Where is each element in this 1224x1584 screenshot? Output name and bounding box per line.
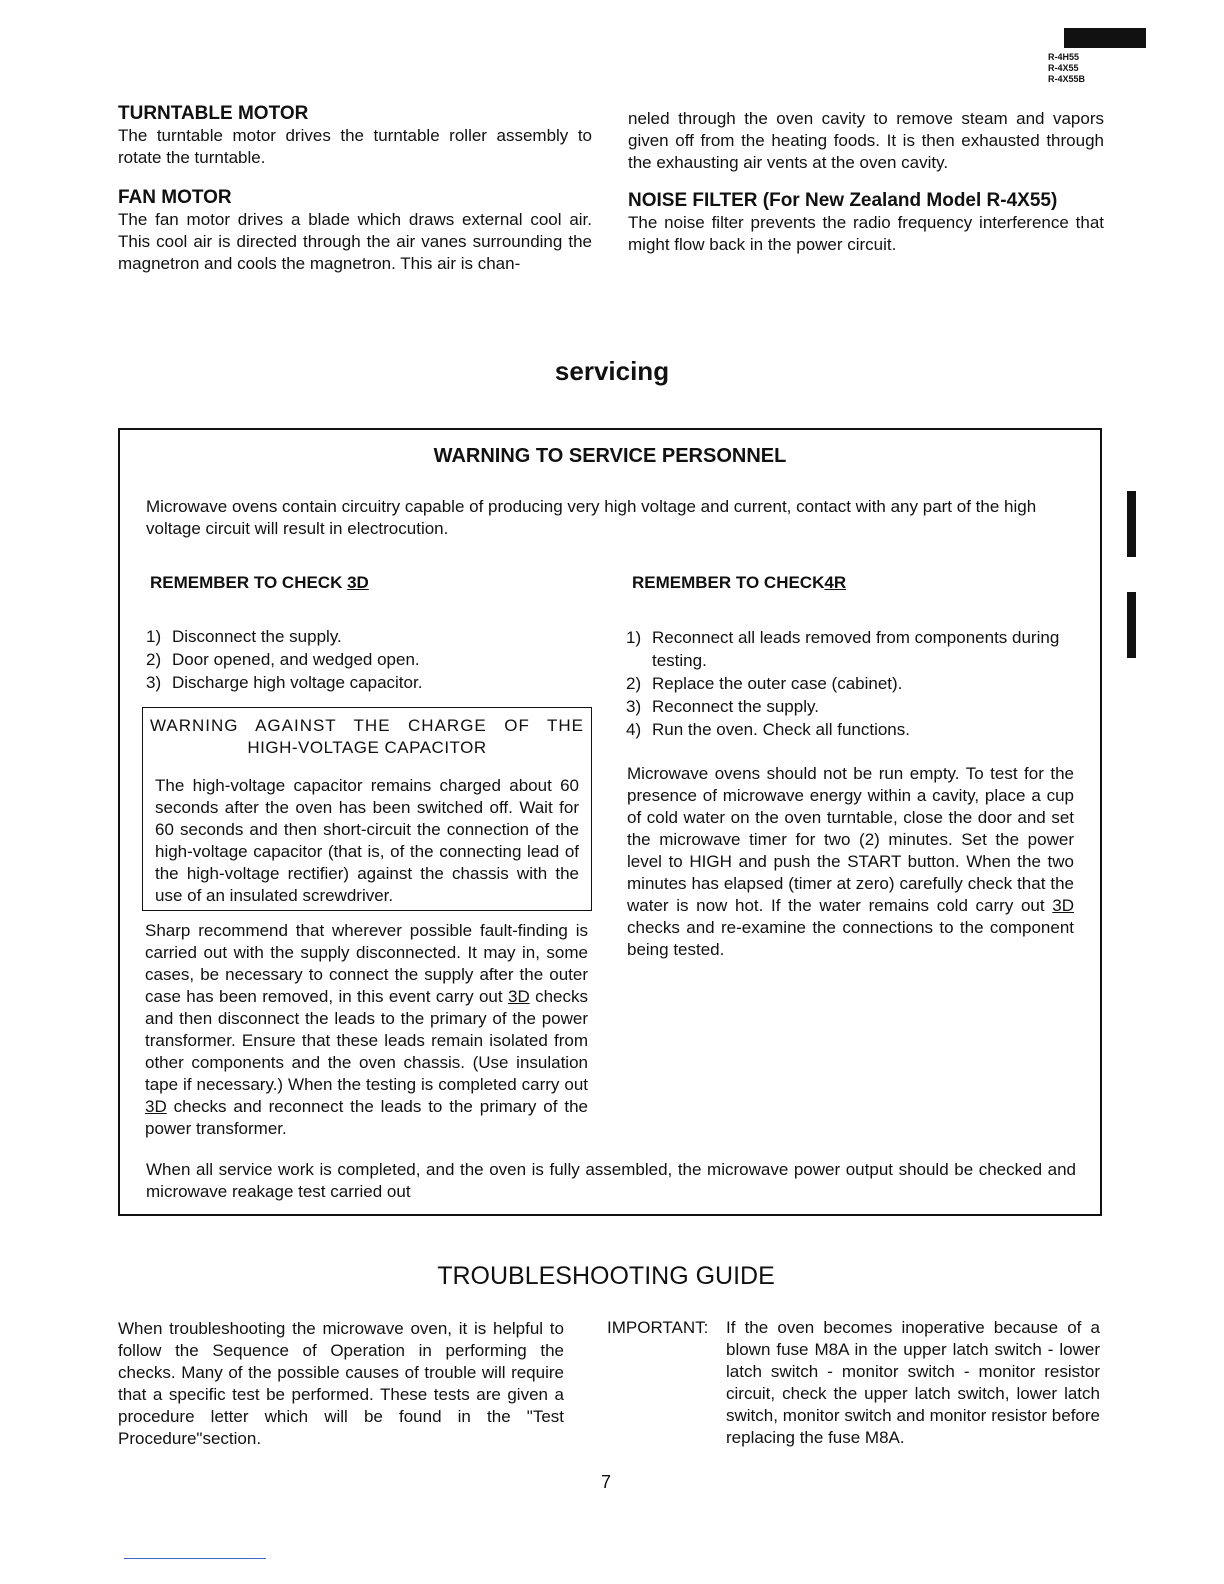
code-3d: 3D [145,1097,167,1116]
important-label: IMPORTANT: [607,1318,709,1337]
turntable-motor-text: The turntable motor drives the turntable roller assembly to rotate the turntable. [118,126,592,167]
capacitor-warning-text: The high-voltage capacitor remains charged about 60 seconds after the oven has been switched off. Wait for 60 seconds and then short-circuit the connection of the high-voltage capacitor (that is, of the connecting lead of the high-voltage rectifier) against the chassis with the use of an insulated screwdriver. [155,776,579,905]
remember-3d-heading [150,573,369,593]
fan-motor-section [118,187,592,275]
list-item: 1) Reconnect all leads removed from components during testing. [626,628,1060,670]
page-number: 7 [600,1472,611,1492]
list-item: 2) Door opened, and wedged open. [146,650,420,669]
model-code: R-4H55 [1048,52,1080,62]
list-item: 1) Disconnect the supply. [146,627,342,646]
sharp-recommend-paragraph: Sharp recommend that wherever possible fault-finding is carried out with the supply disconnected. It may in, some cases, be necessary to connect the supply after the outer case has been removed, in this event carry out 3D checks and then disconnect the leads to the primary of the power transformer. Ensure that these leads remain isolated from other components and the oven chassis. (Use insulation tape if necessary.) When the testing is completed carry out 3D checks and reconnect the leads to the primary of the power transformer. [145,921,588,1138]
model-code: R-4X55 [1048,63,1079,73]
code-3d: 3D [507,987,530,1006]
code-3d: 3D [1052,896,1074,915]
fan-motor-continued [628,108,1104,174]
fan-motor-continued-text: neled through the oven cavity to remove steam and vapors given off from the heating foods. It is then exhausted through the exhausting air vents at the oven cavity. [628,109,1104,172]
troubleshooting-title: TROUBLESHOOTING GUIDE [437,1262,775,1290]
model-bar [1064,28,1146,48]
remember-4r-code: 4R [824,573,847,592]
turntable-motor-heading: TURNTABLE MOTOR [118,103,309,124]
model-code: R-4X55B [1048,74,1086,84]
edge-mark [1127,491,1136,557]
list-item: 3) Discharge high voltage capacitor. [146,673,423,692]
footer-line [124,1558,266,1559]
remember-4r-list [626,626,1076,741]
closing-paragraph: When all service work is completed, and the oven is fully assembled, the microwave power output should be checked and microwave reakage test carried out [146,1160,1076,1201]
model-list [1048,52,1085,85]
remember-3d-list [146,625,586,694]
list-item: 3) Reconnect the supply. [626,697,819,716]
capacitor-warning-title: WARNING AGAINST THE CHARGE OF THE HIGH-VOLTAGE CAPACITOR [150,716,584,757]
list-item: 4) Run the oven. Check all functions. [626,720,910,739]
troubleshooting-intro: When troubleshooting the microwave oven, it is helpful to follow the Sequence of Operation in performing the checks. Many of the possible causes of trouble will require that a specific test be performed. These tests are given a procedure letter which will be found in the "Test Procedure"section. [118,1319,564,1448]
turntable-motor-section [118,103,592,169]
empty-oven-test-paragraph: Microwave ovens should not be run empty. To test for the presence of microwave energy within a cavity, place a cup of cold water on the oven turntable, close the door and set the microwave timer for two (2) minutes. Set the power level to HIGH and push the START button. When the two minutes has elapsed (timer at zero) carefully check that the water is now hot. If the water remains cold carry out 3D checks and re-examine the connections to the component being tested. [627,764,1074,959]
important-text: If the oven becomes inoperative because of a blown fuse M8A in the upper latch switch - lower latch switch - monitor switch - monitor resistor circuit, check the upper latch switch, lower latch switch, monitor switch and monitor resistor before replacing the fuse M8A. [726,1318,1100,1447]
remember-4r-prefix: REMEMBER TO CHECK [632,573,825,592]
remember-4r-heading [632,573,846,593]
edge-mark [1127,592,1136,658]
list-item: 2) Replace the outer case (cabinet). [626,674,903,693]
noise-filter-section [628,190,1104,256]
fan-motor-text: The fan motor drives a blade which draws external cool air. This cool air is directed through the air vanes surrounding the magnetron and cools the magnetron. This air is chan- [118,210,592,273]
warning-intro: Microwave ovens contain circuitry capable of producing very high voltage and current, contact with any part of the high voltage circuit will result in electrocution. [146,497,1037,538]
fan-motor-heading: FAN MOTOR [118,187,232,208]
servicing-title: servicing [554,356,670,386]
remember-3d-prefix: REMEMBER TO CHECK [150,573,348,592]
warning-heading: WARNING TO SERVICE PERSONNEL [433,445,787,467]
noise-filter-heading: NOISE FILTER (For New Zealand Model R-4X55) [628,190,1058,211]
noise-filter-text: The noise filter prevents the radio frequency interference that might flow back in the power circuit. [628,213,1104,254]
remember-3d-code: 3D [347,573,369,592]
